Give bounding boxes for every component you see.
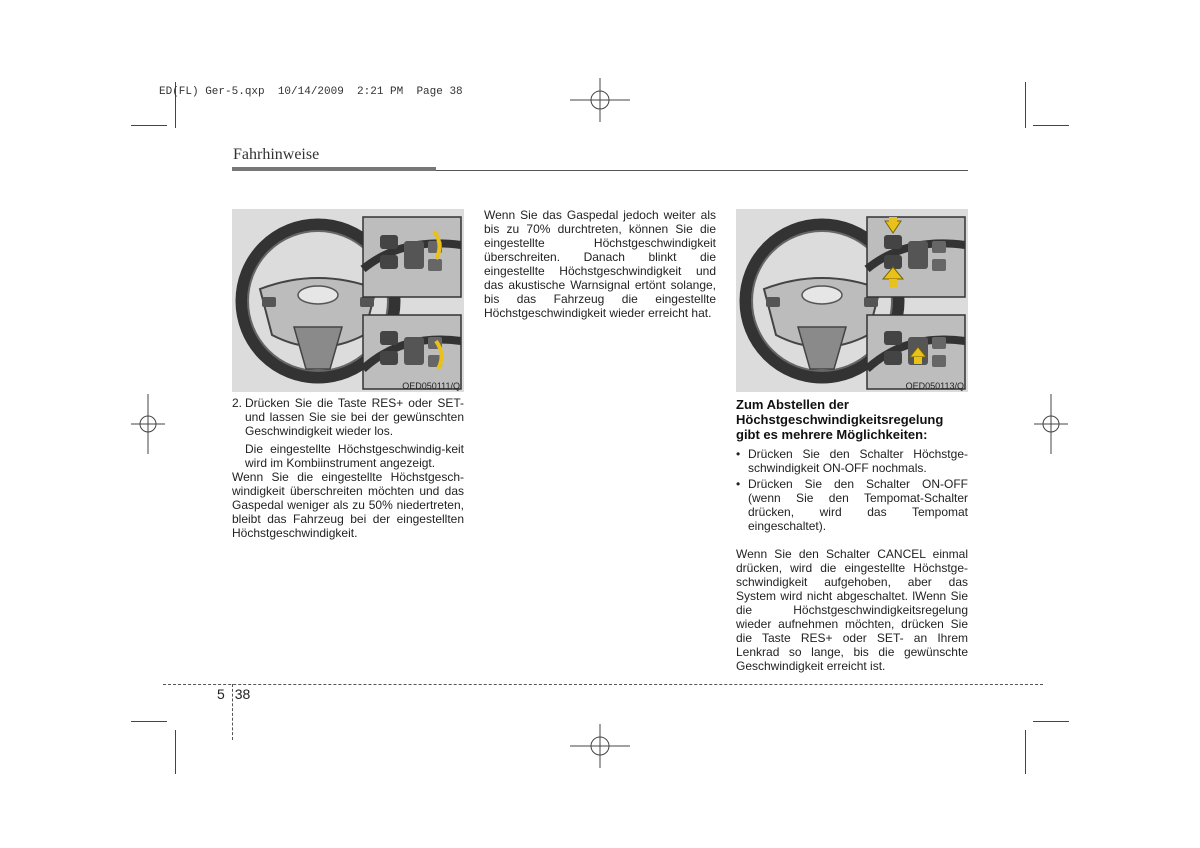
crop-mark [1033, 125, 1069, 126]
figure-caption: OED050111/Q [402, 381, 460, 391]
steering-wheel-figure-right [736, 209, 968, 392]
chapter-number: 5 [217, 686, 225, 702]
steering-wheel-figure-left [232, 209, 464, 392]
title-rule-thin [436, 170, 968, 171]
list-item: • Drücken Sie den Schalter Höchstge-schwindigkeit ON-OFF nochmals. [736, 447, 968, 475]
crop-mark [131, 721, 167, 722]
numbered-item [232, 396, 464, 470]
page-number [217, 686, 250, 702]
steering-wheel-illustration [736, 209, 968, 392]
subsection-heading: Zum Abstellen der Höchstgeschwindigkeitsregelung gibt es mehrere Möglichkeiten: [736, 397, 944, 442]
figure-caption: OED050113/Q [905, 381, 964, 391]
column-left-text [232, 396, 464, 540]
list-item: • Drücken Sie den Schalter ON-OFF (wenn Sie den Tempomat-Schalter drücken, wird das Tempomat eingeschaltet). [736, 477, 968, 533]
item-subtext: Die eingestellte Höchstgeschwindig-keit wird im Kombiinstrument angezeigt. [245, 442, 464, 470]
paragraph: Wenn Sie das Gaspedal jedoch weiter als bis zu 70% durchtreten, können Sie die eingestellte Höchstgeschwindigkeit überschreiten. Danach blinkt die eingestellte Höchstgeschwindigkeit und das akustische Warnsignal ertönt solange, bis das Fahrzeug die eingestellte Höchstgeschwindigkeit wieder erreicht hat. [484, 208, 716, 320]
column-middle-text [484, 208, 716, 320]
registration-mark-left [131, 394, 165, 454]
steering-wheel-illustration [232, 209, 464, 392]
paragraph: Wenn Sie die eingestellte Höchstgesch-windigkeit überschreiten möchten und das Gaspedal weniger als zu 50% niedertreten, bleibt das Fahrzeug bei der eingestellten Höchstgeschwindigkeit. [232, 470, 464, 540]
registration-mark-bottom [570, 724, 630, 768]
crop-mark [1025, 82, 1026, 128]
item-number: 2. [232, 396, 243, 410]
paragraph: Wenn Sie den Schalter CANCEL einmal drücken, wird die eingestellte Höchstge-schwindigkeit aufgehoben, aber das System wird nicht abgeschaltet. lWenn Sie die Höchstgeschwindigkeitsregelung wieder aufnehmen möchten, drücken Sie die Taste RES+ oder SET- an Ihrem Lenkrad so lange, bis die gewünschte Geschwindigkeit erreicht ist. [736, 547, 968, 673]
page-number-value: 38 [234, 686, 251, 702]
crop-mark [1033, 721, 1069, 722]
registration-mark-top [570, 78, 630, 122]
column-right-text [736, 397, 968, 673]
crop-mark [131, 125, 167, 126]
footer-divider [163, 684, 1043, 685]
registration-mark-right [1034, 394, 1068, 454]
print-slug: ED(FL) Ger-5.qxp 10/14/2009 2:21 PM Page 38 [159, 86, 463, 98]
bullet-list [736, 447, 968, 533]
crop-mark [1025, 730, 1026, 774]
crop-mark [175, 730, 176, 774]
title-rule-thick [232, 167, 436, 171]
section-title: Fahrhinweise [233, 146, 320, 163]
item-text: Drücken Sie die Taste RES+ oder SET- und lassen Sie sie bei der gewünschten Geschwindigkeit wieder los. [245, 396, 464, 438]
